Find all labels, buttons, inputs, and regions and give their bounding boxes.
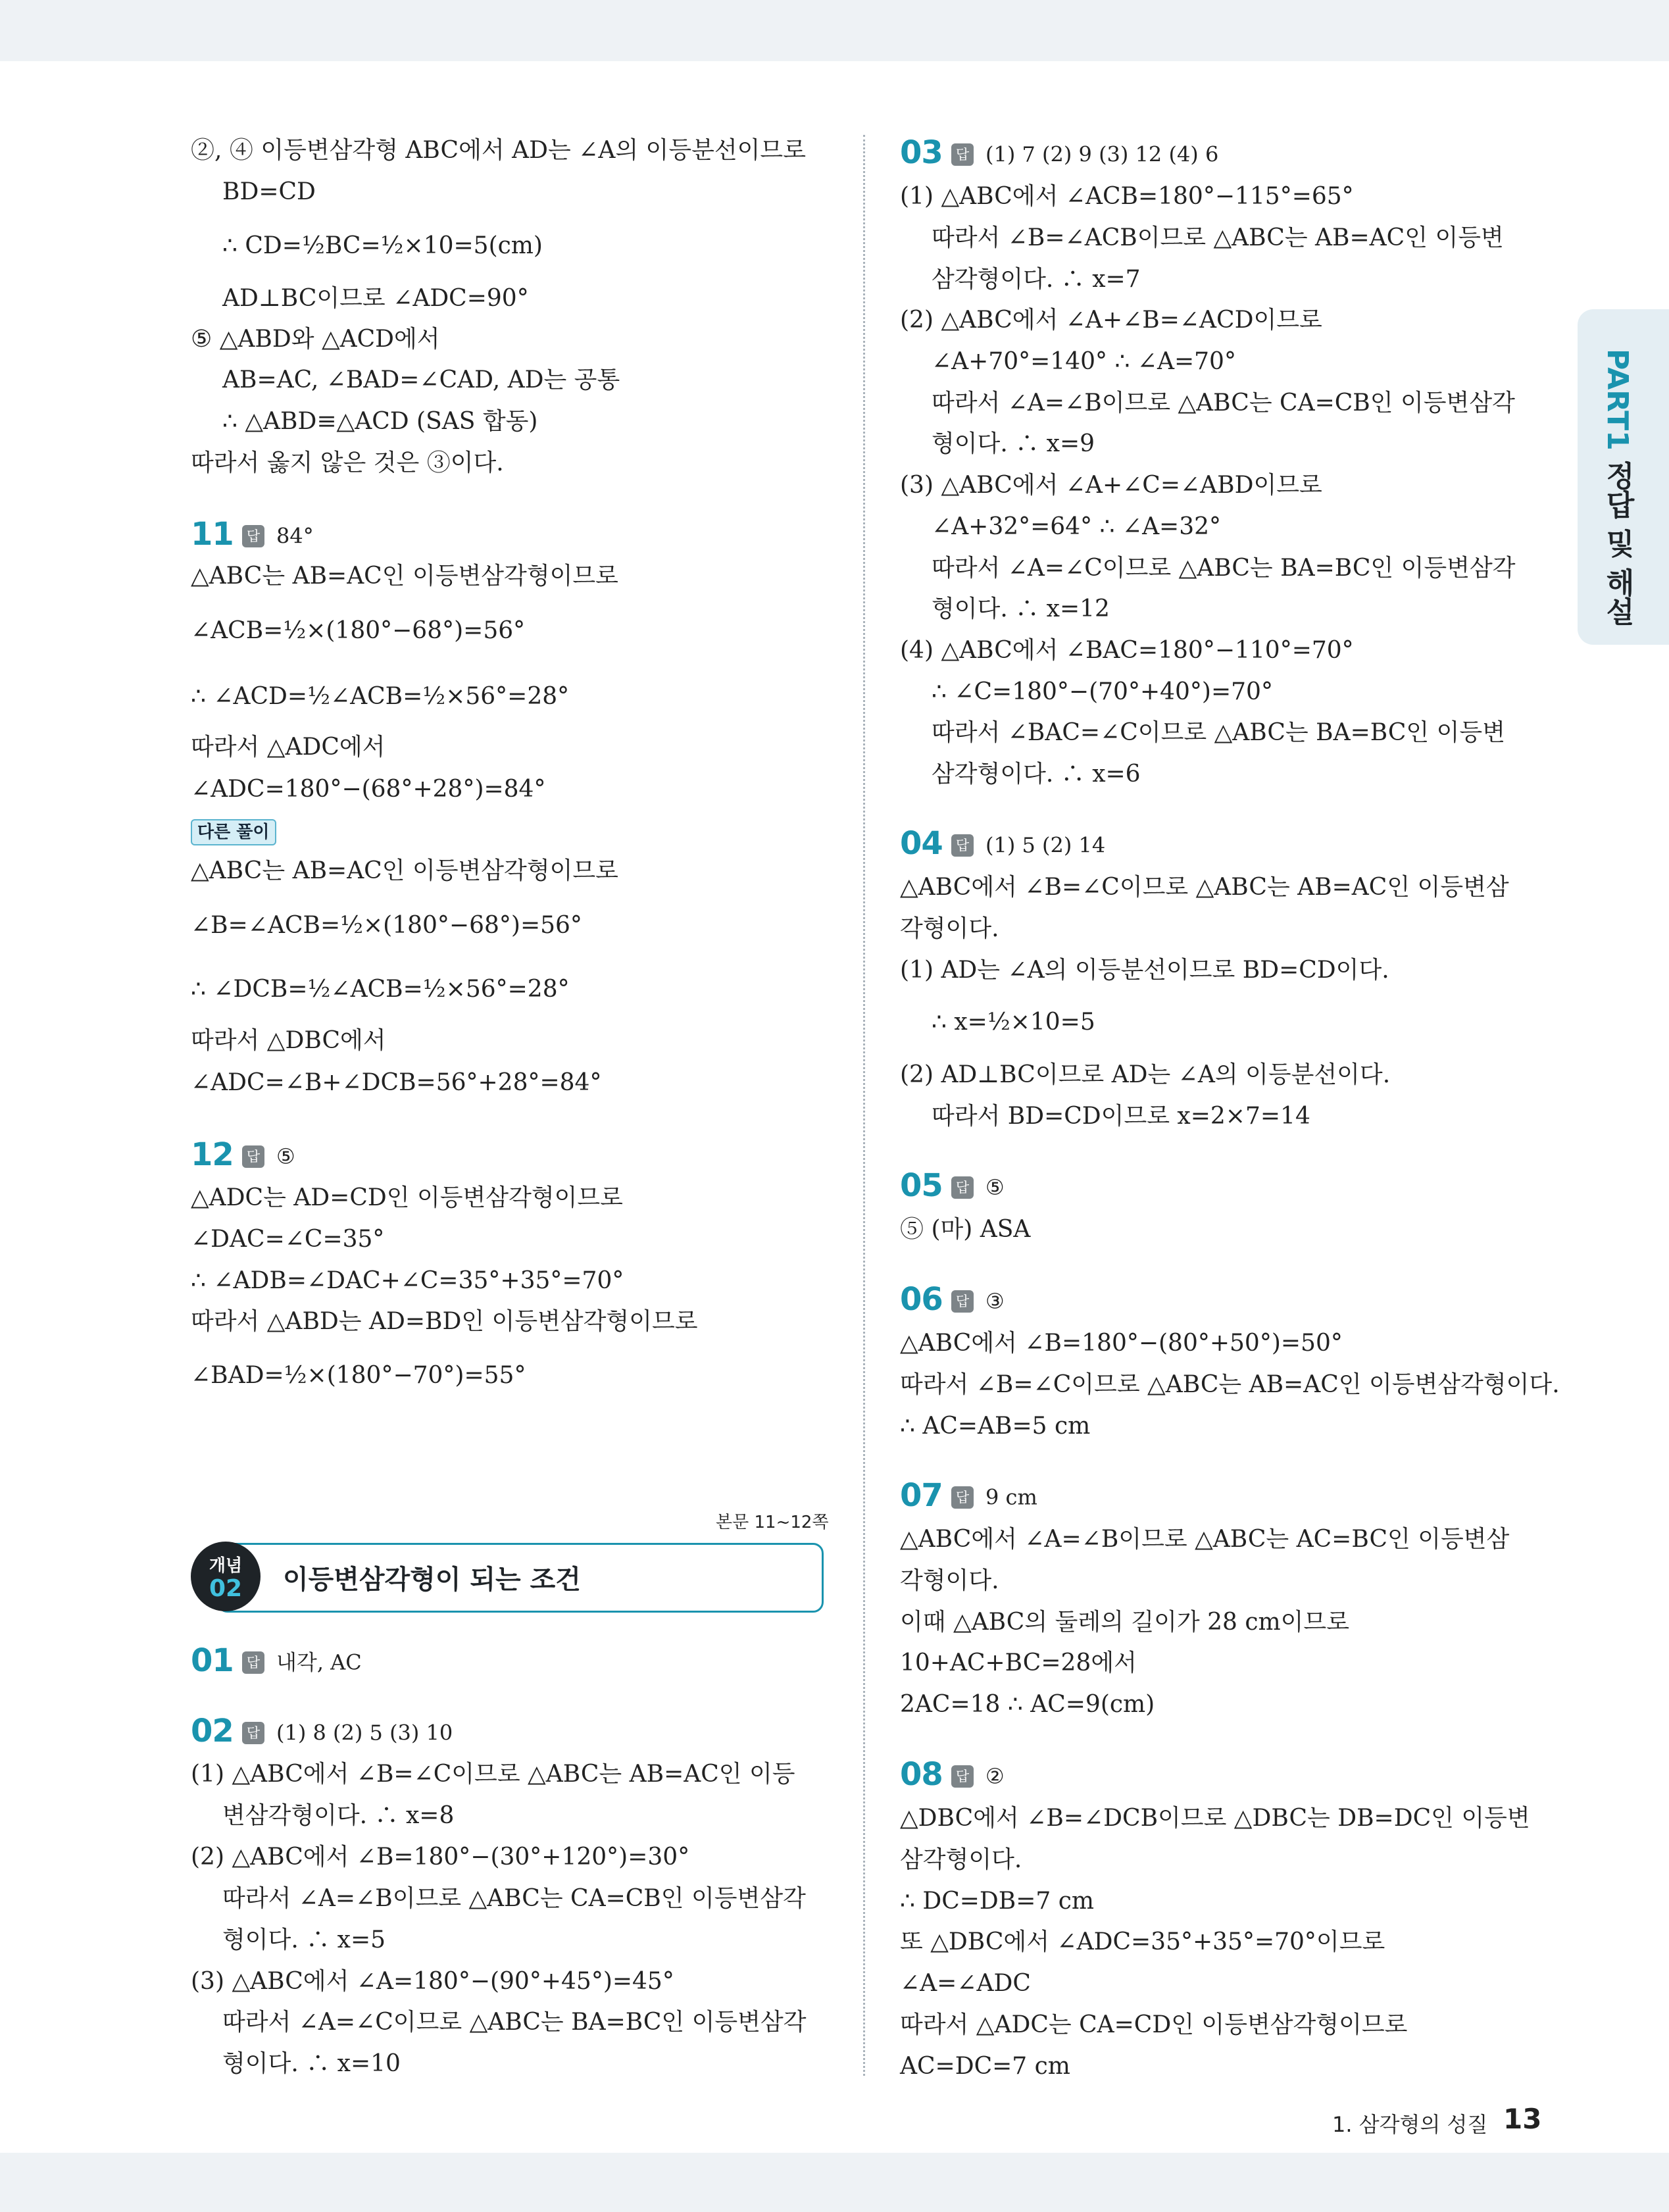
solution-line: 삼각형이다. ∴ x=7: [932, 266, 1141, 293]
answer-value: (1) 7 (2) 9 (3) 12 (4) 6: [985, 141, 1219, 167]
question-number: 11: [191, 516, 234, 553]
answer-header: [191, 1642, 362, 1681]
alt-solution-tag: 다른 풀이: [191, 819, 276, 845]
textbook-page-reference: 본문 11~12쪽: [716, 1513, 829, 1532]
concept-header: [191, 1542, 822, 1614]
answer-value: ⑤: [276, 1144, 295, 1169]
answer-badge: 답: [951, 1176, 974, 1199]
solution-line: ∴ ∠C=180°−(70°+40°)=70°: [932, 678, 1273, 705]
solution-line: 또 △DBC에서 ∠ADC=35°+35°=70°이므로: [900, 1928, 1385, 1955]
solution-line: 따라서 △ADC는 CA=CD인 이등변삼각형이므로: [900, 2011, 1408, 2038]
answer-value: 84°: [276, 523, 314, 549]
solution-line: AD⊥BC이므로 ∠ADC=90°: [222, 285, 529, 312]
answer-header: [900, 1756, 1005, 1795]
concept-badge: [191, 1542, 261, 1611]
solution-line: (2) AD⊥BC이므로 AD는 ∠A의 이등분선이다.: [900, 1061, 1391, 1088]
solution-line: 따라서 △ADC에서: [191, 734, 386, 761]
solution-line: (2) △ABC에서 ∠A+∠B=∠ACD이므로: [900, 307, 1322, 334]
solution-line: 삼각형이다.: [900, 1846, 1022, 1873]
concept-title: 이등변삼각형이 되는 조건: [283, 1565, 581, 1595]
solution-line: (1) △ABC에서 ∠ACB=180°−115°=65°: [900, 183, 1354, 210]
solution-line: ∴ △ABD≡△ACD (SAS 합동): [222, 408, 538, 435]
answer-header: [191, 1713, 453, 1751]
solution-line: 형이다. ∴ x=9: [932, 430, 1095, 457]
page-number: 13: [1503, 2103, 1542, 2135]
question-number: 06: [900, 1281, 943, 1318]
solution-line: 형이다. ∴ x=5: [222, 1926, 386, 1953]
solution-line: △ABC에서 ∠B=∠C이므로 △ABC는 AB=AC인 이등변삼: [900, 874, 1509, 901]
solution-line: ⑤ △ABD와 △ACD에서: [191, 326, 440, 353]
solution-line: ∠DAC=∠C=35°: [191, 1226, 385, 1253]
solution-line: ∴ CD=½BC=½×10=5(cm): [222, 232, 543, 259]
solution-line: 따라서 ∠BAC=∠C이므로 △ABC는 BA=BC인 이등변: [932, 719, 1505, 746]
solution-line: △ABC는 AB=AC인 이등변삼각형이므로: [191, 857, 618, 884]
solution-line: (1) △ABC에서 ∠B=∠C이므로 △ABC는 AB=AC인 이등: [191, 1761, 795, 1788]
side-tab-part: PART1: [1601, 349, 1634, 451]
question-number: 08: [900, 1756, 943, 1793]
solution-line: 삼각형이다. ∴ x=6: [932, 761, 1141, 788]
question-number: 04: [900, 825, 943, 862]
answer-badge: 답: [951, 1765, 974, 1788]
solution-line: 변삼각형이다. ∴ x=8: [222, 1802, 455, 1829]
side-tab-label: [1601, 349, 1638, 626]
solution-line: 따라서 ∠A=∠C이므로 △ABC는 BA=BC인 이등변삼각: [932, 555, 1516, 582]
solution-line: ∴ ∠ACD=½∠ACB=½×56°=28°: [191, 683, 570, 710]
answer-value: (1) 8 (2) 5 (3) 10: [276, 1720, 453, 1746]
solution-line: △ABC에서 ∠B=180°−(80°+50°)=50°: [900, 1330, 1343, 1357]
solution-line: ⑤ (마) ASA: [900, 1216, 1031, 1243]
solution-line: ②, ④ 이등변삼각형 ABC에서 AD는 ∠A의 이등분선이므로: [191, 137, 806, 164]
solution-line: AC=DC=7 cm: [900, 2053, 1070, 2080]
answer-value: ③: [985, 1288, 1005, 1314]
chapter-title: 1. 삼각형의 성질: [1332, 2112, 1488, 2137]
side-tab-title: 정답 및 해설: [1601, 461, 1634, 626]
solution-line: △DBC에서 ∠B=∠DCB이므로 △DBC는 DB=DC인 이등변: [900, 1805, 1530, 1832]
answer-header: [900, 825, 1105, 864]
solution-line: ∠BAD=½×(180°−70°)=55°: [191, 1362, 526, 1389]
solution-line: ∴ x=½×10=5: [932, 1009, 1095, 1036]
answer-header: [191, 1136, 295, 1175]
solution-line: (3) △ABC에서 ∠A+∠C=∠ABD이므로: [900, 472, 1322, 499]
solution-line: AB=AC, ∠BAD=∠CAD, AD는 공통: [222, 366, 620, 393]
concept-number: 02: [209, 1575, 243, 1602]
solution-line: (4) △ABC에서 ∠BAC=180°−110°=70°: [900, 637, 1354, 664]
solution-line: 따라서 △ABD는 AD=BD인 이등변삼각형이므로: [191, 1308, 698, 1335]
solution-line: 따라서 ∠B=∠C이므로 △ABC는 AB=AC인 이등변삼각형이다.: [900, 1371, 1560, 1398]
answer-badge: 답: [951, 1290, 974, 1313]
solution-line: ∠A+70°=140° ∴ ∠A=70°: [932, 348, 1236, 375]
answer-badge: 답: [951, 143, 974, 166]
solution-line: 10+AC+BC=28에서: [900, 1649, 1137, 1676]
solution-line: 각형이다.: [900, 1567, 999, 1594]
solution-line: 따라서 ∠A=∠B이므로 △ABC는 CA=CB인 이등변삼각: [222, 1885, 806, 1912]
solution-line: 형이다. ∴ x=12: [932, 595, 1110, 622]
answer-value: 9 cm: [985, 1484, 1037, 1510]
solution-line: ∠A+32°=64° ∴ ∠A=32°: [932, 513, 1222, 540]
solution-line: 따라서 ∠B=∠ACB이므로 △ABC는 AB=AC인 이등변: [932, 224, 1504, 251]
solution-line: 이때 △ABC의 둘레의 길이가 28 cm이므로: [900, 1609, 1349, 1636]
question-number: 02: [191, 1713, 234, 1749]
answer-value: ②: [985, 1763, 1005, 1789]
question-number: 12: [191, 1136, 234, 1173]
solution-line: ∠B=∠ACB=½×(180°−68°)=56°: [191, 912, 582, 939]
answer-header: [900, 1477, 1037, 1516]
answer-value: 내각, AC: [276, 1649, 362, 1675]
solution-line: 형이다. ∴ x=10: [222, 2050, 401, 2077]
solution-line: ∴ ∠ADB=∠DAC+∠C=35°+35°=70°: [191, 1267, 624, 1294]
solution-line: 2AC=18 ∴ AC=9(cm): [900, 1691, 1155, 1718]
top-band: [0, 0, 1669, 61]
bottom-band: [0, 2153, 1669, 2212]
answer-badge: 답: [242, 1722, 264, 1744]
solution-line: ∠A=∠ADC: [900, 1970, 1031, 1997]
solution-line: ∴ ∠DCB=½∠ACB=½×56°=28°: [191, 976, 570, 1003]
solution-line: ∠ADC=∠B+∠DCB=56°+28°=84°: [191, 1069, 602, 1096]
question-number: 01: [191, 1642, 234, 1679]
concept-label: 개념: [209, 1556, 243, 1576]
answer-header: [191, 516, 314, 555]
solution-line: ∴ DC=DB=7 cm: [900, 1888, 1095, 1915]
solution-line: 따라서 ∠A=∠B이므로 △ABC는 CA=CB인 이등변삼각: [932, 390, 1515, 416]
solution-line: 따라서 옳지 않은 것은 ③이다.: [191, 449, 504, 476]
answer-header: [900, 134, 1218, 173]
solution-line: (2) △ABC에서 ∠B=180°−(30°+120°)=30°: [191, 1844, 690, 1871]
solution-line: ∴ AC=AB=5 cm: [900, 1413, 1091, 1440]
answer-badge: 답: [951, 1486, 974, 1509]
answer-badge: 답: [242, 1651, 264, 1674]
solution-line: △ABC에서 ∠A=∠B이므로 △ABC는 AC=BC인 이등변삼: [900, 1526, 1510, 1553]
question-number: 03: [900, 134, 943, 171]
question-number: 05: [900, 1167, 943, 1204]
answer-header: [900, 1281, 1005, 1320]
answer-badge: 답: [242, 1145, 264, 1168]
answer-badge: 답: [951, 834, 974, 857]
answer-header: [900, 1167, 1005, 1206]
answer-value: (1) 5 (2) 14: [985, 832, 1106, 858]
solution-line: 따라서 ∠A=∠C이므로 △ABC는 BA=BC인 이등변삼각: [222, 2009, 807, 2036]
solution-line: 각형이다.: [900, 915, 999, 942]
solution-line: 따라서 BD=CD이므로 x=2×7=14: [932, 1103, 1310, 1130]
solution-line: △ABC는 AB=AC인 이등변삼각형이므로: [191, 563, 618, 590]
question-number: 07: [900, 1477, 943, 1514]
solution-line: 따라서 △DBC에서: [191, 1027, 386, 1054]
answer-badge: 답: [242, 525, 264, 547]
column-divider: [863, 135, 865, 2076]
solution-line: (1) AD는 ∠A의 이등분선이므로 BD=CD이다.: [900, 957, 1389, 984]
answer-value: ⑤: [985, 1174, 1005, 1200]
solution-line: (3) △ABC에서 ∠A=180°−(90°+45°)=45°: [191, 1968, 674, 1995]
solution-line: BD=CD: [222, 178, 316, 205]
solution-line: ∠ACB=½×(180°−68°)=56°: [191, 617, 526, 644]
solution-line: △ADC는 AD=CD인 이등변삼각형이므로: [191, 1184, 623, 1211]
solution-line: ∠ADC=180°−(68°+28°)=84°: [191, 776, 546, 803]
